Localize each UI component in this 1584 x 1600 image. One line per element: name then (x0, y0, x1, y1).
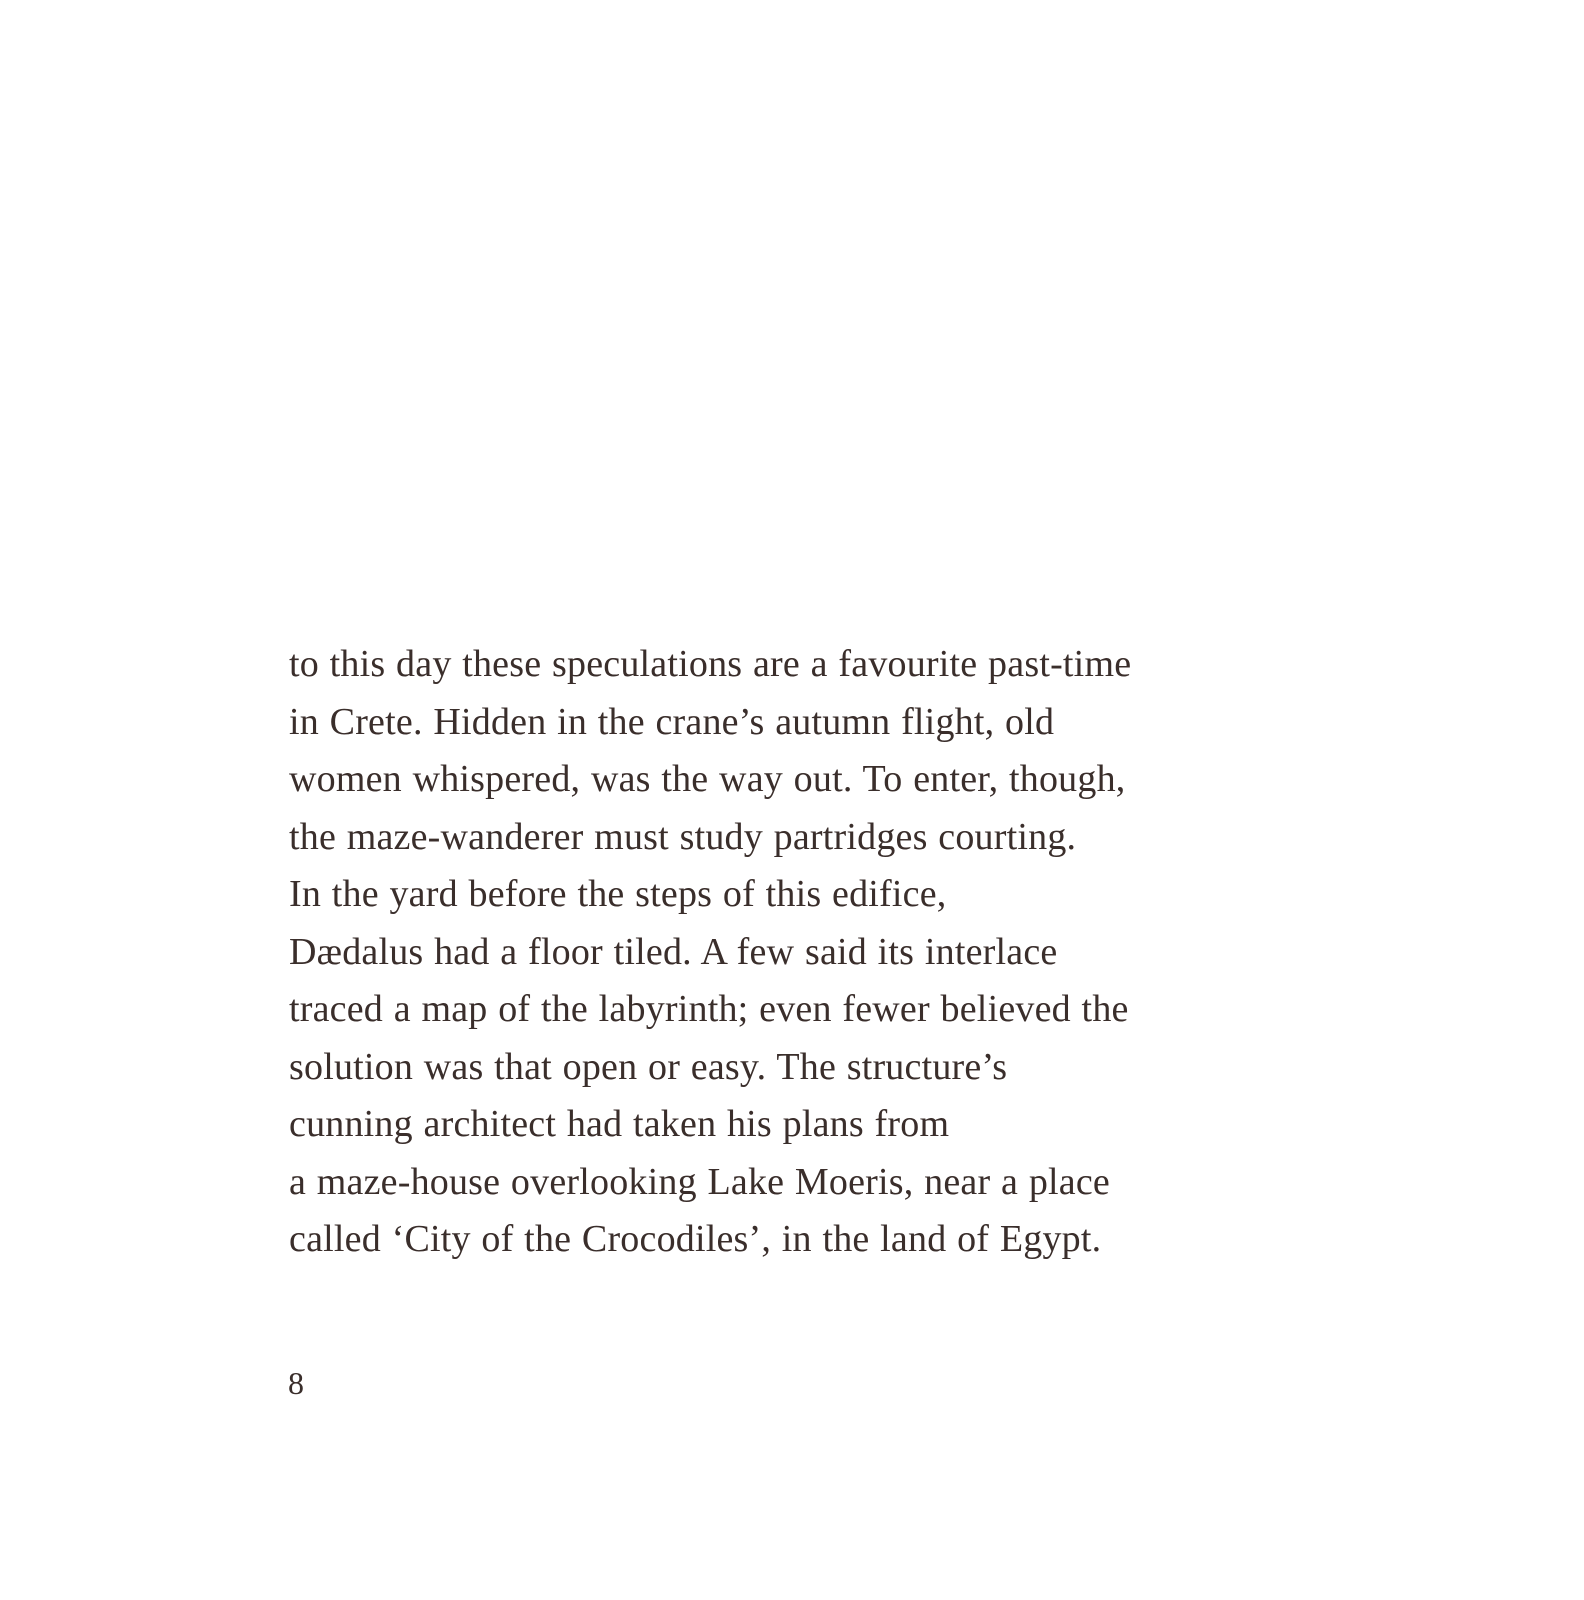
poem-line: cunning architect had taken his plans from (289, 1103, 950, 1145)
poem-line: solution was that open or easy. The structure’s (289, 1045, 1008, 1088)
poem-line: women whispered, was the way out. To enter, though, (289, 758, 1126, 800)
poem-text-block (289, 636, 1289, 1269)
poem-line: traced a map of the labyrinth; even fewer believed the (289, 988, 1129, 1030)
page-number: 8 (288, 1365, 304, 1401)
poem-line: In the yard before the steps of this edifice, (289, 873, 947, 915)
poem-line: Dædalus had a floor tiled. A few said its interlace (289, 930, 1058, 973)
poem-line: to this day these speculations are a favourite past-time (289, 643, 1132, 685)
poem-line: called ‘City of the Crocodiles’, in the land of Egypt. (289, 1218, 1102, 1260)
poem-line: a maze-house overlooking Lake Moeris, near a place (289, 1160, 1110, 1203)
poem-line: in Crete. Hidden in the crane’s autumn flight, old (289, 700, 1055, 743)
poem-line: the maze-wanderer must study partridges courting. (289, 815, 1077, 858)
